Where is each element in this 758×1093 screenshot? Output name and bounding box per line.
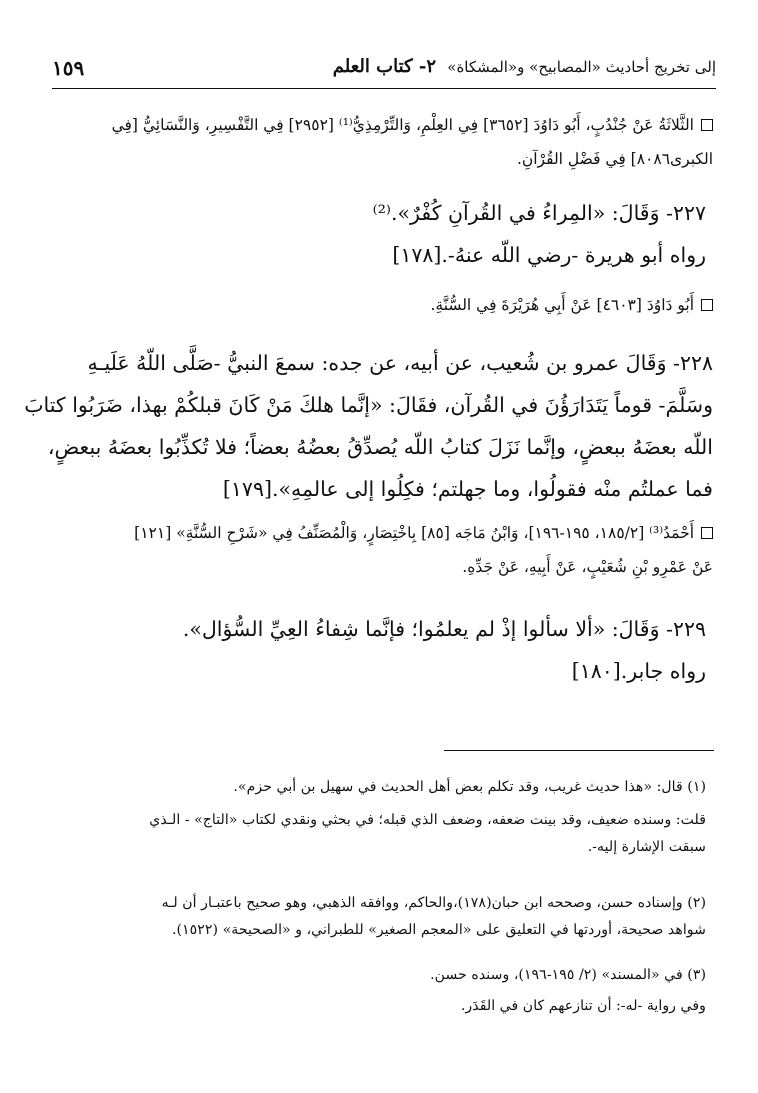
takhrij-block-1	[48, 108, 713, 176]
hadith-text-line: اللّه بعضَهُ ببعضٍ، وإنَّما نَزَلَ كتابُ اللّه يُصدِّقُ بعضُهُ بعضاً؛ فلا تُكذِّبُوا بعضَهُ ببعضٍ،	[47, 435, 713, 459]
book-title: إلى تخريج أحاديث «المصابيح» و«المشكاة»	[447, 58, 716, 76]
hadith-228	[24, 342, 713, 510]
hadith-text-line: ٢٢٩- وَقَالَ: «ألا سألوا إذْ لم يعلمُوا؛ فإنَّما شِفاءُ العِيِّ السُّؤال».	[182, 617, 706, 641]
page-header	[52, 52, 716, 89]
text-line: عَنْ عَمْرِو بْنِ شُعَيْبٍ، عَنْ أَبِيهِ، عَنْ جَدِّهِ.	[462, 558, 713, 576]
text-line: الكبرى٨٠٨٦] فِي فَضْلِ القُرْآنِ.	[516, 150, 713, 168]
footnote-line: (٢) وإسناده حسن، وصححه ابن حبان(١٧٨)،والحاكم، ووافقه الذهبي، وهو صحيح باعتبـار أن لـه	[161, 895, 706, 911]
text-line: أَحْمَدُ⁽³⁾ [١٨٥/٢، ١٩٥-١٩٦]، وَابْنُ مَاجَه [٨٥] بِاخْتِصَارٍ، وَالْمُصَنِّفُ فِي «شَرْحِ السُّنَّةِ» [١٢١]	[48, 516, 713, 550]
footnote-3	[46, 962, 706, 1020]
page-number: ١٥٩	[52, 56, 85, 80]
hadith-narrator-line: رواه أبو هريرة -رضي اللّه عنهُ-.[١٧٨]	[392, 243, 706, 267]
footnote-2	[46, 890, 706, 944]
takhrij-228	[48, 516, 713, 584]
hadith-text-line: فما عملتُم منْه فقولُوا، وما جهلتم؛ فكِلُوا إلى عالمِهِ».[١٧٩]	[222, 477, 713, 501]
takhrij-227	[48, 288, 713, 322]
footnote-line: (١) قال: «هذا حديث غريب، وقد تكلم بعض أهل الحديث في سهيل بن أبي حزم».	[233, 779, 706, 795]
footnote-line: وفي رواية -له-: أن تنازعهم كان في القَدَر.	[460, 998, 706, 1014]
hadith-227	[86, 192, 706, 276]
footnote-line: (٣) في «المسند» (٢/ ١٩٥-١٩٦)، وسنده حسن.	[430, 967, 706, 983]
hadith-narrator-line: رواه جابر.[١٨٠]	[571, 659, 706, 683]
footnote-divider	[444, 750, 714, 751]
hadith-229	[86, 608, 706, 692]
footnote-line: سبقت الإشارة إليه-.	[587, 839, 706, 855]
hadith-text-line: ٢٢٨- وَقَالَ عمرو بن شُعيب، عن أبيه، عن جده: سمعَ النبيُّ -صَلَّى اللّهُ عَلَيـهِ	[87, 351, 713, 375]
footnote-line: قلت: وسنده ضعيف، وقد بينت ضعفه، وضعف الذي قبله؛ في بحثي ونقدي لكتاب «التاج» - الـذي	[149, 812, 706, 828]
chapter-title: ٢- كتاب العلم	[332, 56, 436, 77]
footnote-line: شواهد صحيحة، أوردتها في التعليق على «المعجم الصغير» للطبراني، و «الصحيحة» (١٥٢٢).	[172, 922, 706, 938]
footnote-1	[46, 774, 706, 861]
text-line: أَبُو دَاوُدَ [٤٦٠٣] عَنْ أَبِي هُرَيْرَةَ فِي السُّنَّةِ.	[48, 288, 713, 322]
hadith-text-line: وسَلَّمَ- قوماً يَتَدَارَؤُنَ في القُرآن، فقَالَ: «إنَّما هلكَ مَنْ كَانَ قبلكُمْ بهذا، ضَرَبُوا كتابَ	[24, 393, 713, 417]
hadith-text-line: ٢٢٧- وَقَالَ: «المِراءُ في القُرآنِ كُفْرٌ».⁽²⁾	[372, 201, 706, 225]
text-line: الثَّلاثَةُ عَنْ جُنْدُبٍ، أَبُو دَاوُدَ [٣٦٥٢] فِي العِلْمِ، وَالتِّرْمِذِيُّ⁽¹⁾ [٢٩٥٢] فِي التَّفْسِيرِ، وَالنَّسَائِيُّ [فِي	[48, 108, 713, 142]
